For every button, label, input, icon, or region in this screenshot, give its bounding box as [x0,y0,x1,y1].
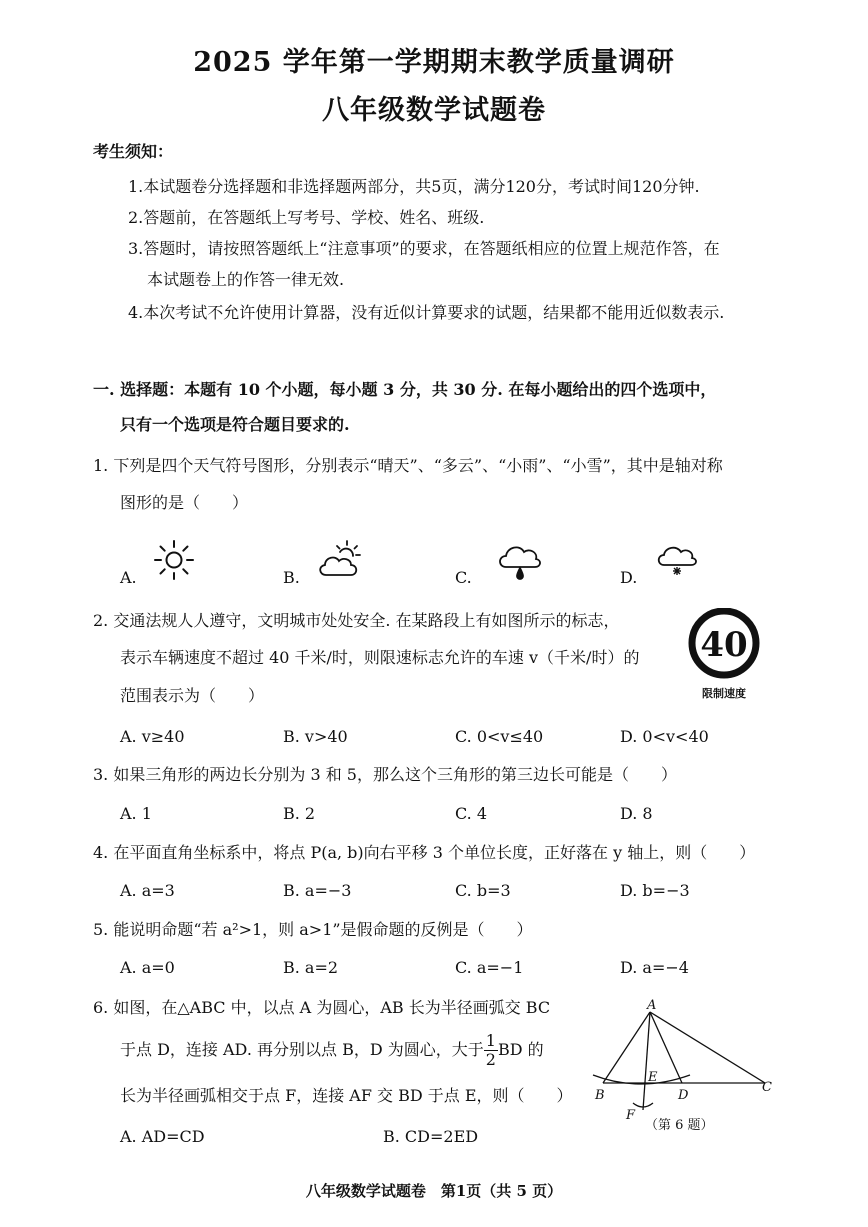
q2-stem-cont-1: 表示车辆速度不超过 40 千米/时，则限速标志允许的车速 v（千米/时）的 [120,648,640,667]
q4-option-b[interactable]: B. a=−3 [283,881,352,900]
q6-option-a[interactable]: A. AD=CD [120,1127,205,1146]
speed-limit-number: 40 [700,625,748,665]
q2-option-b[interactable]: B. v>40 [283,727,348,746]
q3-stem: 3. 如果三角形的两边长分别为 3 和 5，那么这个三角形的第三边长可能是（ ） [93,765,677,784]
page-footer: 八年级数学试题卷 第1页（共 5 页） [305,1182,563,1200]
q6-stem-cont-2: 长为半径画弧相交于点 F，连接 AF 交 BD 于点 E，则（ ） [120,1086,573,1105]
snow-icon [654,543,700,579]
q6-label-d: D [678,1088,689,1103]
q1-stem: 1. 下列是四个天气符号图形，分别表示“晴天”、“多云”、“小雨”、“小雪”，其中是轴对称 [93,456,723,475]
q6-label-e: E [648,1070,658,1085]
q5-option-a[interactable]: A. a=0 [120,958,175,977]
q6-stem: 6. 如图，在△ABC 中，以点 A 为圆心，AB 长为半径画弧交 BC [93,998,551,1017]
q5-option-b[interactable]: B. a=2 [283,958,339,977]
section1-heading: 一. 选择题：本题有 10 个小题，每小题 3 分，共 30 分. 在每小题给出的四个选项中， [93,380,717,399]
exam-subtitle: 八年级数学试题卷 [322,95,546,126]
q6-stem-part-b: BD 的 [497,1040,544,1059]
notice-heading: 考生须知： [93,142,174,161]
cloudy-sun-icon [316,538,364,580]
section1-heading-cont: 只有一个选项是符合题目要求的. [120,415,350,434]
q6-stem-cont-1 [120,1030,544,1070]
q6-label-f: F [626,1108,636,1123]
q6-fraction-denominator: 2 [485,1050,496,1069]
q6-label-c: C [762,1080,772,1095]
q6-label-b: B [595,1088,605,1103]
q6-option-b[interactable]: B. CD=2ED [383,1127,479,1146]
q2-stem-cont-2: 范围表示为（ ） [120,686,265,705]
speed-limit-sign [684,608,764,680]
q3-option-a[interactable]: A. 1 [120,804,152,823]
q2-option-d[interactable]: D. 0<v<40 [620,727,709,746]
q5-stem: 5. 能说明命题“若 a²>1，则 a>1”是假命题的反例是（ ） [93,920,533,939]
q4-option-d[interactable]: D. b=−3 [620,881,690,900]
q6-fraction-numerator: 1 [485,1031,496,1050]
q1-option-b[interactable]: B. [283,568,300,587]
notice-item-3-cont: 本试题卷上的作答一律无效. [147,270,345,289]
q4-option-a[interactable]: A. a=3 [120,881,175,900]
sun-icon [152,538,196,582]
q3-option-d[interactable]: D. 8 [620,804,653,823]
q1-stem-cont: 图形的是（ ） [120,493,249,512]
q1-option-c[interactable]: C. [455,568,472,587]
q2-stem: 2. 交通法规人人遵守，文明城市处处安全. 在某路段上有如图所示的标志， [93,611,620,630]
q2-option-c[interactable]: C. 0<v≤40 [455,727,544,746]
notice-item-3: 3.答题时，请按照答题纸上“注意事项”的要求，在答题纸相应的位置上规范作答，在 [128,239,720,258]
notice-item-1: 1.本试题卷分选择题和非选择题两部分，共5页，满分120分，考试时间120分钟. [128,177,700,196]
q5-option-d[interactable]: D. a=−4 [620,958,689,977]
exam-title: 2025 学年第一学期期末教学质量调研 [193,47,675,78]
notice-item-4: 4.本次考试不允许使用计算器，没有近似计算要求的试题，结果都不能用近似数表示. [128,303,725,322]
q6-stem-part-a: 于点 D，连接 AD. 再分别以点 B，D 为圆心，大于 [120,1040,484,1059]
rain-icon [496,540,544,582]
q5-option-c[interactable]: C. a=−1 [455,958,524,977]
q3-option-c[interactable]: C. 4 [455,804,488,823]
q6-figure-caption: （第 6 题） [645,1118,714,1133]
q6-label-a: A [647,998,657,1013]
notice-item-2: 2.答题前，在答题纸上写考号、学校、姓名、班级. [128,208,485,227]
q2-option-a[interactable]: A. v≥40 [120,727,185,746]
q6-fraction [484,1032,498,1069]
q4-stem: 4. 在平面直角坐标系中，将点 P(a, b)向右平移 3 个单位长度，正好落在 y 轴上，则（ ） [93,843,756,862]
q3-option-b[interactable]: B. 2 [283,804,316,823]
q1-option-d[interactable]: D. [620,568,638,587]
q4-option-c[interactable]: C. b=3 [455,881,511,900]
q1-option-a[interactable]: A. [120,568,137,587]
speed-limit-caption: 限制速度 [702,688,746,700]
q6-triangle-figure [585,995,785,1135]
